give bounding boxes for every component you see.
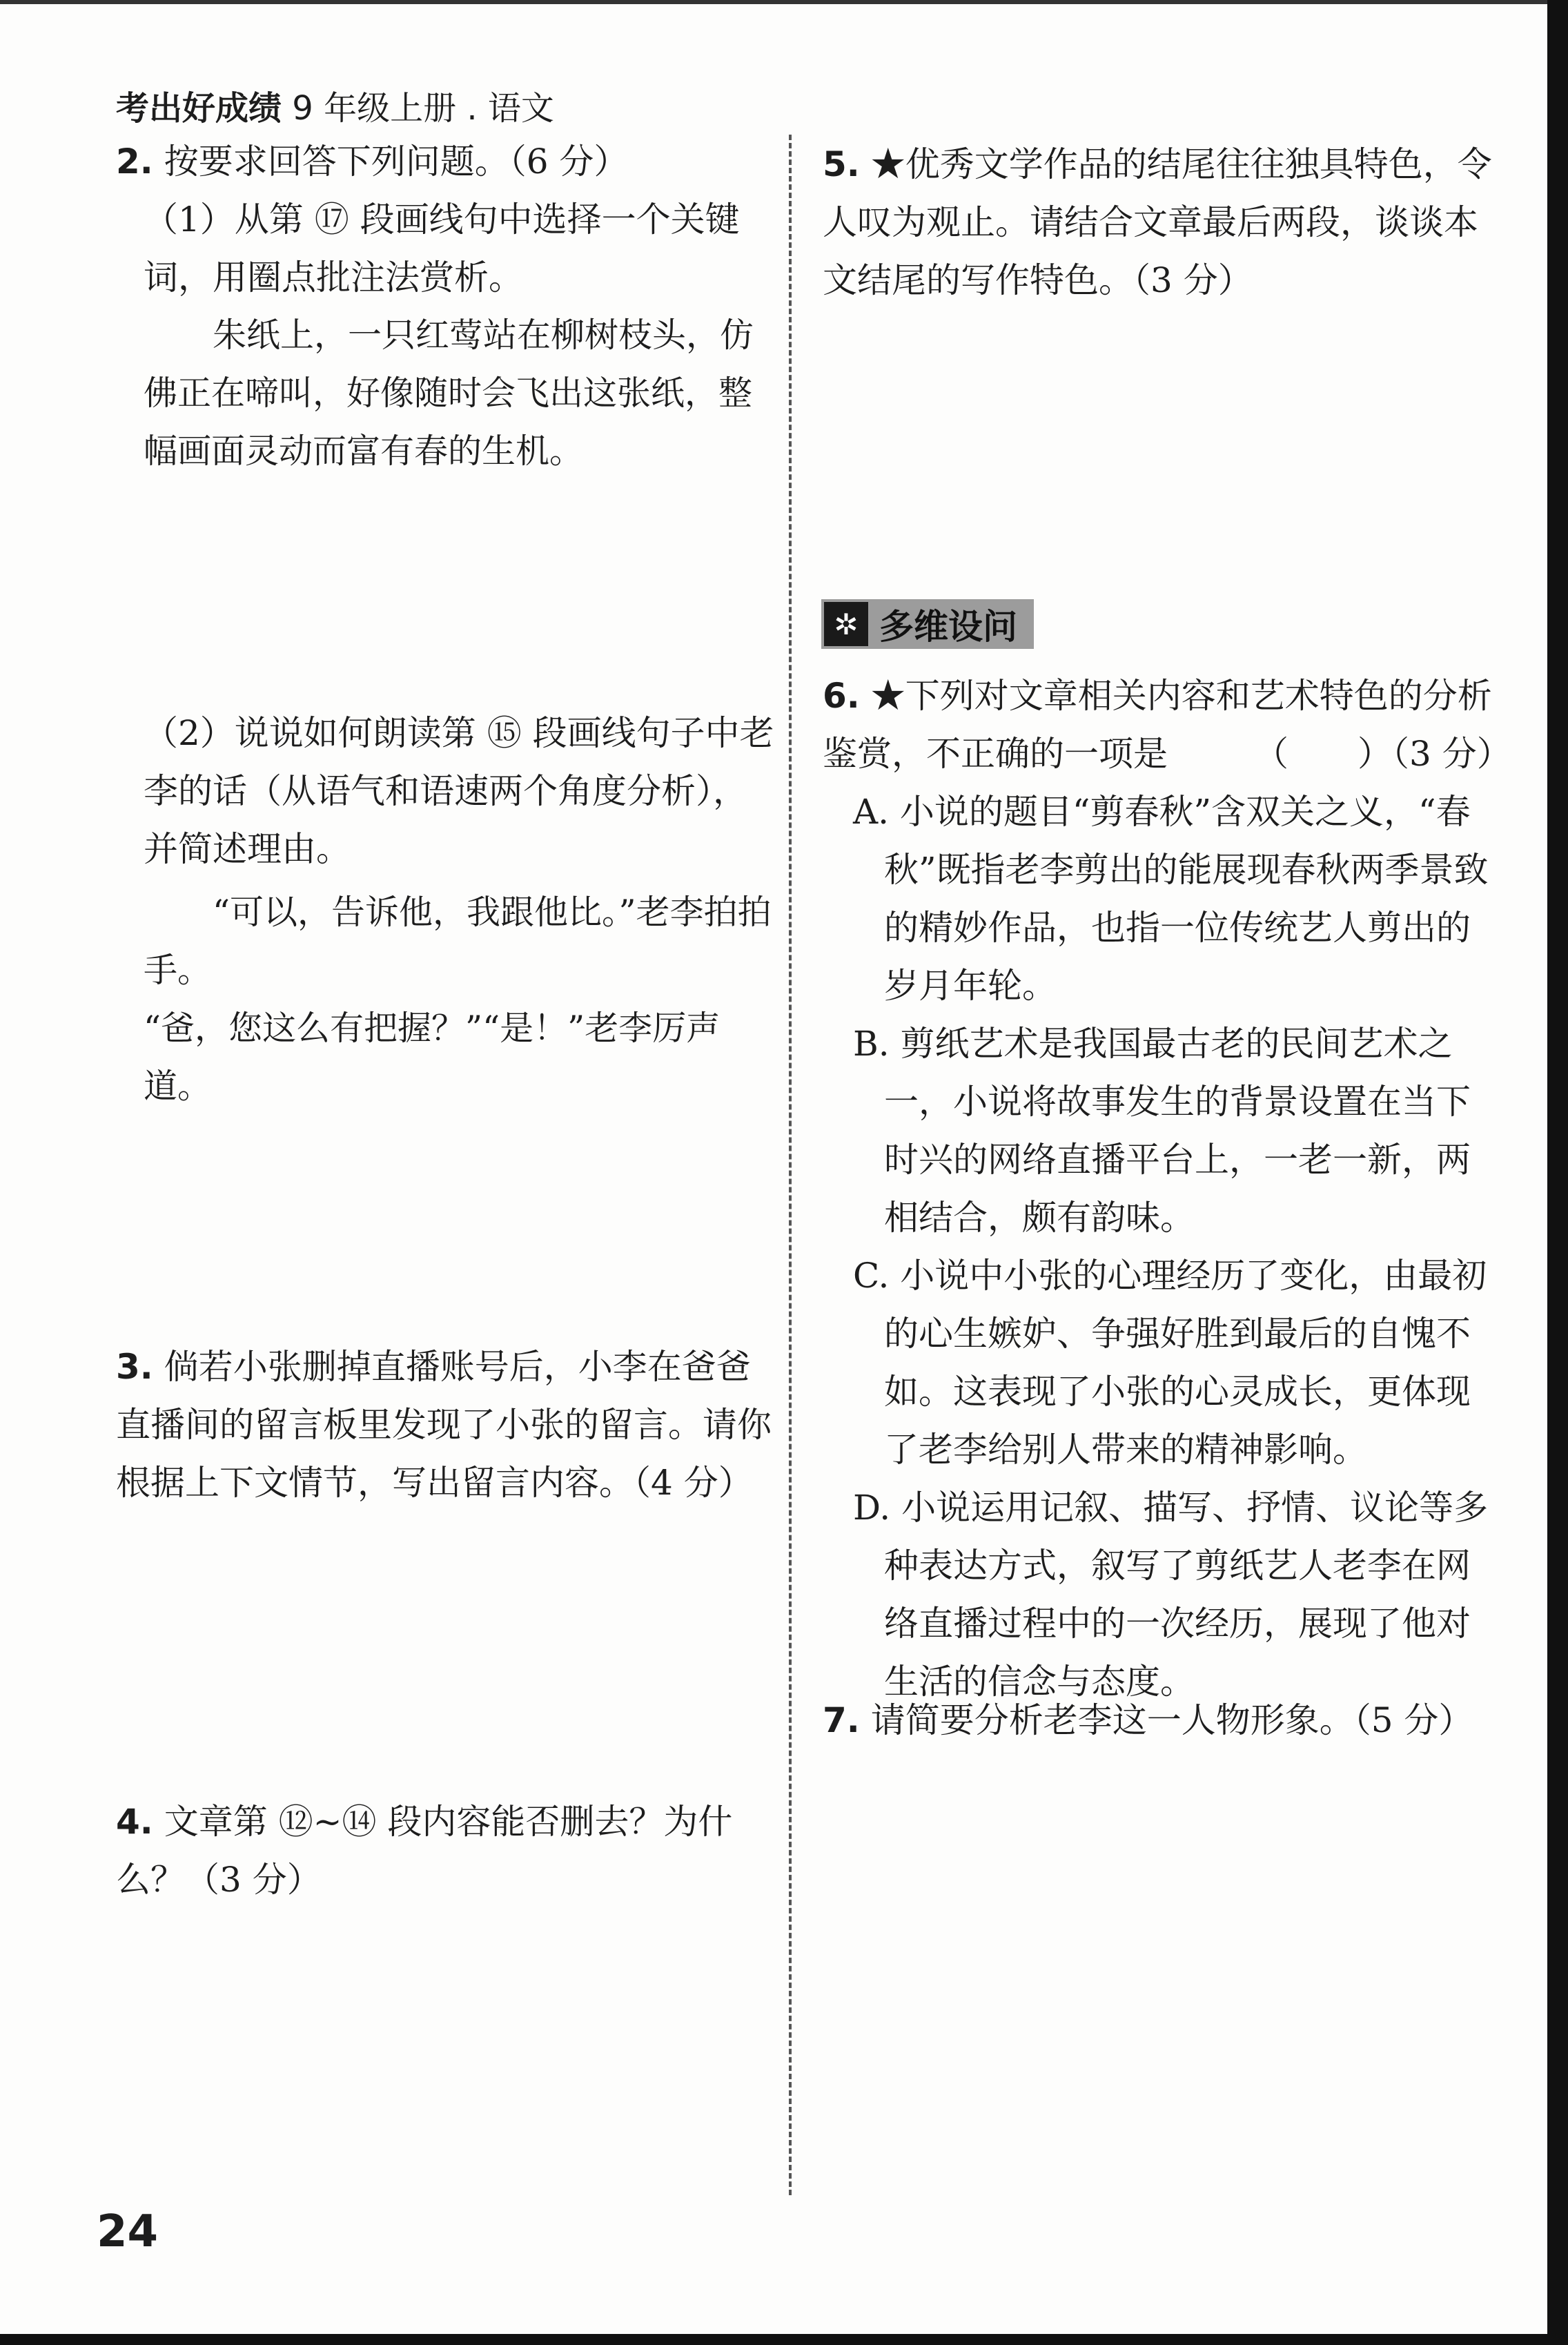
option-a: A. 小说的题目“剪春秋”含双关之义，“春秋”既指老李剪出的能展现春秋两季景致的精妙作品，也指一位传统艺人剪出的岁月年轮。 [853,792,1489,1006]
sub-question-2: （2）说说如何朗读第 ⑮ 段画线句子中老李的话（从语气和语速两个角度分析），并简述理由。 [144,713,774,869]
question-7 [823,1691,1502,1749]
quoted-passage-1: 朱纸上，一只红莺站在柳树枝头，仿佛正在啼叫，好像随时会飞出这张纸，整幅画面灵动而富有春的生机。 [144,315,754,471]
question-6 [823,667,1511,1711]
section-title-text: 多维设问 [879,607,1017,647]
question-text: ★优秀文学作品的结尾往往独具特色，令人叹为观止。请结合文章最后两段，谈谈本文结尾的写作特色。（3 分） [823,144,1492,300]
question-text: 倘若小张删掉直播账号后，小李在爸爸直播间的留言板里发现了小张的留言。请你根据上下文情节，写出留言内容。（4 分） [116,1347,772,1503]
question-stem: ★下列对文章相关内容和艺术特色的分析鉴赏，不正确的一项是 （ ）（3 分） [823,676,1511,774]
option-b: B. 剪纸艺术是我国最古老的民间艺术之一，小说将故事发生的背景设置在当下时兴的网络直播平台上，一老一新，两相结合，颇有韵味。 [853,1024,1471,1238]
question-number: 6. [823,676,860,716]
question-2-part-2 [116,704,778,1116]
question-number: 2. [116,142,153,182]
question-number: 3. [116,1347,153,1387]
question-stem: 按要求回答下列问题。（6 分） [164,142,629,182]
question-5 [823,135,1502,309]
question-4 [116,1793,778,1909]
option-c: C. 小说中小张的心理经历了变化，由最初的心生嫉妒、争强好胜到最后的自愧不如。这表现了小张的心灵成长，更体现了老李给别人带来的精神影响。 [853,1256,1487,1470]
gear-icon: ✲ [824,602,868,646]
scan-edge-top [0,0,1568,4]
quoted-passage-2-line-1: “可以，告诉他，我跟他比。”老李拍拍手。 [144,893,772,990]
header-subtitle: 9 年级上册 . 语文 [292,89,554,128]
scan-edge-right [1547,0,1568,2345]
question-3 [116,1338,778,1512]
question-number: 5. [823,144,860,184]
scan-edge-bottom [0,2334,1568,2345]
question-number: 4. [116,1802,153,1842]
page-header [116,81,554,129]
quoted-passage-2-line-2: “爸，您这么有把握？”“是！”老李厉声道。 [144,1009,721,1106]
question-text: 请简要分析老李这一人物形象。（5 分） [870,1700,1473,1740]
page-number: 24 [97,2206,159,2257]
question-text: 文章第 ⑫~⑭ 段内容能否删去？为什么？（3 分） [116,1802,733,1900]
question-2 [116,133,778,480]
header-brand: 考出好成绩 [116,89,282,128]
question-number: 7. [823,1700,860,1740]
section-title [821,599,1034,649]
column-divider [789,135,792,2195]
option-d: D. 小说运用记叙、描写、抒情、议论等多种表达方式，叙写了剪纸艺人老李在网络直播过程中的一次经历，展现了他对生活的信念与态度。 [853,1488,1489,1702]
sub-question-1: （1）从第 ⑰ 段画线句中选择一个关键词，用圈点批注法赏析。 [144,200,740,298]
